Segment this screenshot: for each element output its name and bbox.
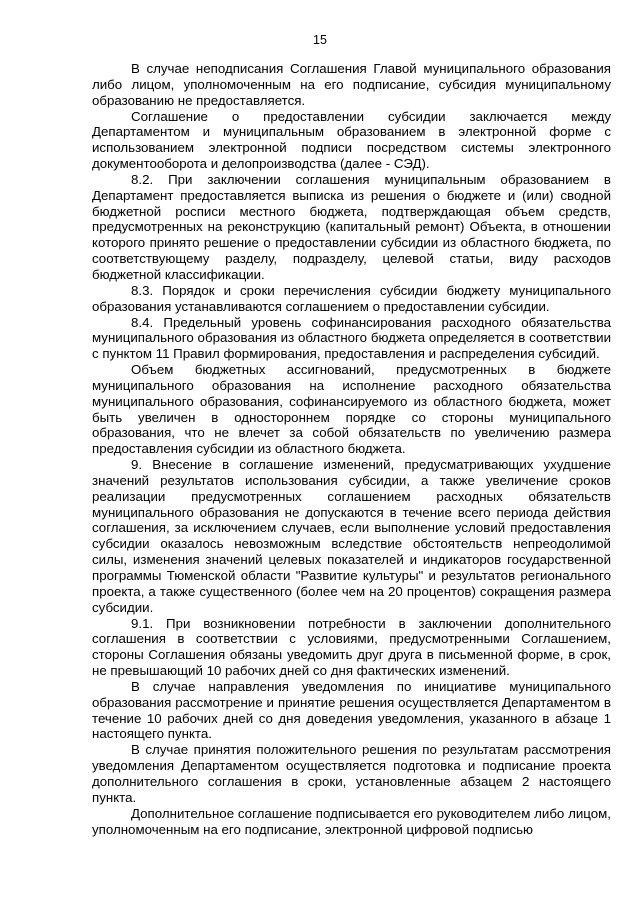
paragraph: Дополнительное соглашение подписывается его руководителем либо лицом, уполномоченным на его подписание, электронной цифровой подписью bbox=[92, 805, 611, 837]
paragraph: Соглашение о предоставлении субсидии заключается между Департаментом и муниципальным образованием в электронной форме с использованием электронной подписи посредством системы электронного документооборота и делопроизводства (далее - СЭД). bbox=[92, 108, 611, 172]
paragraph: В случае направления уведомления по инициативе муниципального образования рассмотрение и принятие решения осуществляется Департаментом в течение 10 рабочих дней со дня доведения уведомления, указанного в абзаце 1 настоящего пункта. bbox=[92, 678, 611, 742]
paragraph: 8.4. Предельный уровень софинансирования расходного обязательства муниципального образования из областного бюджета определяется в соответствии с пунктом 11 Правил формирования, предоставления и распределения субсидий. bbox=[92, 314, 611, 362]
page-number: 15 bbox=[313, 33, 327, 47]
paragraph: 9.1. При возникновении потребности в заключении дополнительного соглашения в соответствии с условиями, предусмотренными Соглашением, стороны Соглашения обязаны уведомить друг друга в письменной форме, в срок, не превышающий 10 рабочих дней со дня фактических изменений. bbox=[92, 615, 611, 679]
paragraph: В случае неподписания Соглашения Главой муниципального образования либо лицом, уполномоченным на его подписание, субсидия муниципальному образованию не предоставляется. bbox=[92, 61, 611, 108]
paragraph: 8.3. Порядок и сроки перечисления субсидии бюджету муниципального образования устанавливаются соглашением о предоставлении субсидии. bbox=[92, 282, 611, 314]
document-body bbox=[92, 61, 611, 837]
paragraph: 8.2. При заключении соглашения муниципальным образованием в Департамент предоставляется выписка из решения о бюджете и (или) сводной бюджетной росписи местного бюджета, подтверждающая объем средств, предусмотренных на реконструкцию (капитальный ремонт) Объекта, в отношении которого принято решение о предоставлении субсидии из областного бюджета, по соответствующему разделу, подразделу, целевой статьи, виду расходов бюджетной классификации. bbox=[92, 171, 611, 282]
paragraph: Объем бюджетных ассигнований, предусмотренных в бюджете муниципального образования на исполнение расходного обязательства муниципального образования, софинансируемого из областного бюджета, может быть увеличен в одностороннем порядке со стороны муниципального образования, что не влечет за собой обязательств по увеличению размера предоставления субсидии из областного бюджета. bbox=[92, 362, 611, 457]
paragraph: 9. Внесение в соглашение изменений, предусматривающих ухудшение значений результатов использования субсидии, а также увеличение сроков реализации предусмотренных соглашением расходных обязательств муниципального образования не допускаются в течение всего периода действия соглашения, за исключением случаев, если выполнение условий предоставления субсидии оказалось невозможным вследствие обстоятельств непреодолимой силы, изменения значений целевых показателей и индикаторов государственной программы Тюменской области "Развитие культуры" и результатов регионального проекта, а также существенного (более чем на 20 процентов) сокращения размера субсидии. bbox=[92, 457, 611, 615]
paragraph: В случае принятия положительного решения по результатам рассмотрения уведомления Департаментом осуществляется подготовка и подписание проекта дополнительного соглашения в сроки, установленные абзацем 2 настоящего пункта. bbox=[92, 742, 611, 805]
